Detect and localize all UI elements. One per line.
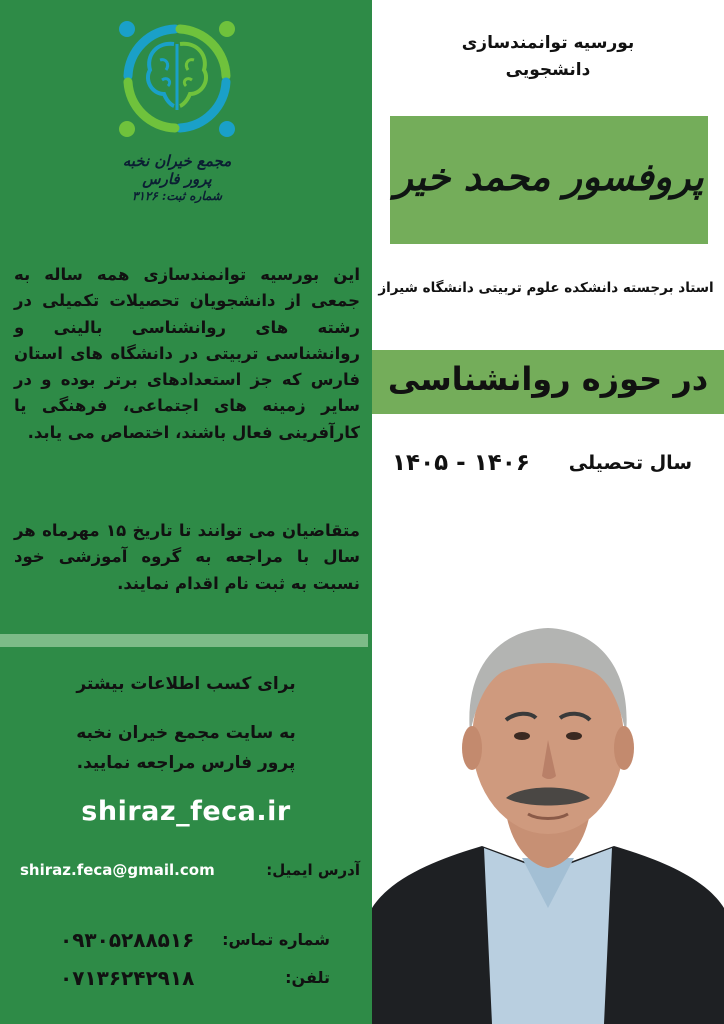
program-title [372, 30, 724, 84]
portrait-image-icon [372, 608, 724, 1024]
program-title-line-2: دانشجویی [505, 60, 591, 80]
organization-logo [112, 14, 242, 229]
description-paragraph-1: این بورسیه توانمندسازی همه ساله به جمعی از دانشجویان تحصیلات تکمیلی در رشته های روانشناسی بالینی و روانشناسی تربیتی در دانشگاه های استان فارس که جز استعدادهای برتر بوده و در سایر زمینه های اجتماعی، فرهنگی یا کارآفرینی فعال باشند، اختصاص می یابد. [14, 265, 360, 442]
phone-label: شماره تماس: [222, 930, 330, 949]
website-link[interactable]: shiraz_feca.ir [81, 796, 291, 827]
email-label: آدرس ایمیل: [266, 861, 360, 879]
logo-emblem-icon [112, 14, 242, 144]
academic-year-row [392, 450, 692, 480]
field-band [372, 350, 724, 414]
more-info-line-1: به سایت مجمع خیران نخبه [76, 723, 296, 743]
email-address[interactable]: shiraz.feca@gmail.com [20, 861, 215, 879]
tel-row [60, 966, 330, 996]
honoree-portrait [372, 608, 724, 1024]
program-title-line-1: بورسیه توانمندسازی [461, 33, 635, 53]
section-divider [0, 634, 368, 647]
logo-registration-text: شماره ثبت: ۳۱۲۶ [131, 189, 223, 203]
field-title: در حوزه روانشناسی [387, 360, 709, 398]
honoree-name-box [390, 116, 708, 244]
phone-number[interactable]: ۰۹۳۰۵۲۸۸۵۱۶ [60, 928, 195, 952]
academic-year-label: سال تحصیلی [568, 452, 692, 474]
description-paragraph-2: متقاضیان می توانند تا تاریخ ۱۵ مهرماه هر سال با مراجعه به گروه آموزشی خود نسبت به ثبت نام اقدام نمایند. [14, 521, 360, 593]
honoree-name: پروفسور محمد خیر [394, 154, 704, 199]
tel-number[interactable]: ۰۷۱۳۶۲۴۲۹۱۸ [60, 966, 195, 990]
email-row [20, 861, 360, 885]
honoree-affiliation: استاد برجسته دانشکده علوم تربیتی دانشگاه شیراز [378, 280, 714, 296]
more-info-line-2: پرور فارس مراجعه نمایید. [76, 753, 296, 773]
phone-row [60, 928, 330, 958]
more-info-body [0, 718, 372, 778]
academic-year-value: ۱۴۰۵ - ۱۴۰۶ [392, 450, 530, 476]
more-info-title: برای کسب اطلاعات بیشتر [76, 674, 296, 694]
tel-label: تلفن: [285, 968, 330, 987]
logo-name-text: مجمع خیران نخبه پرور فارس [122, 152, 232, 188]
